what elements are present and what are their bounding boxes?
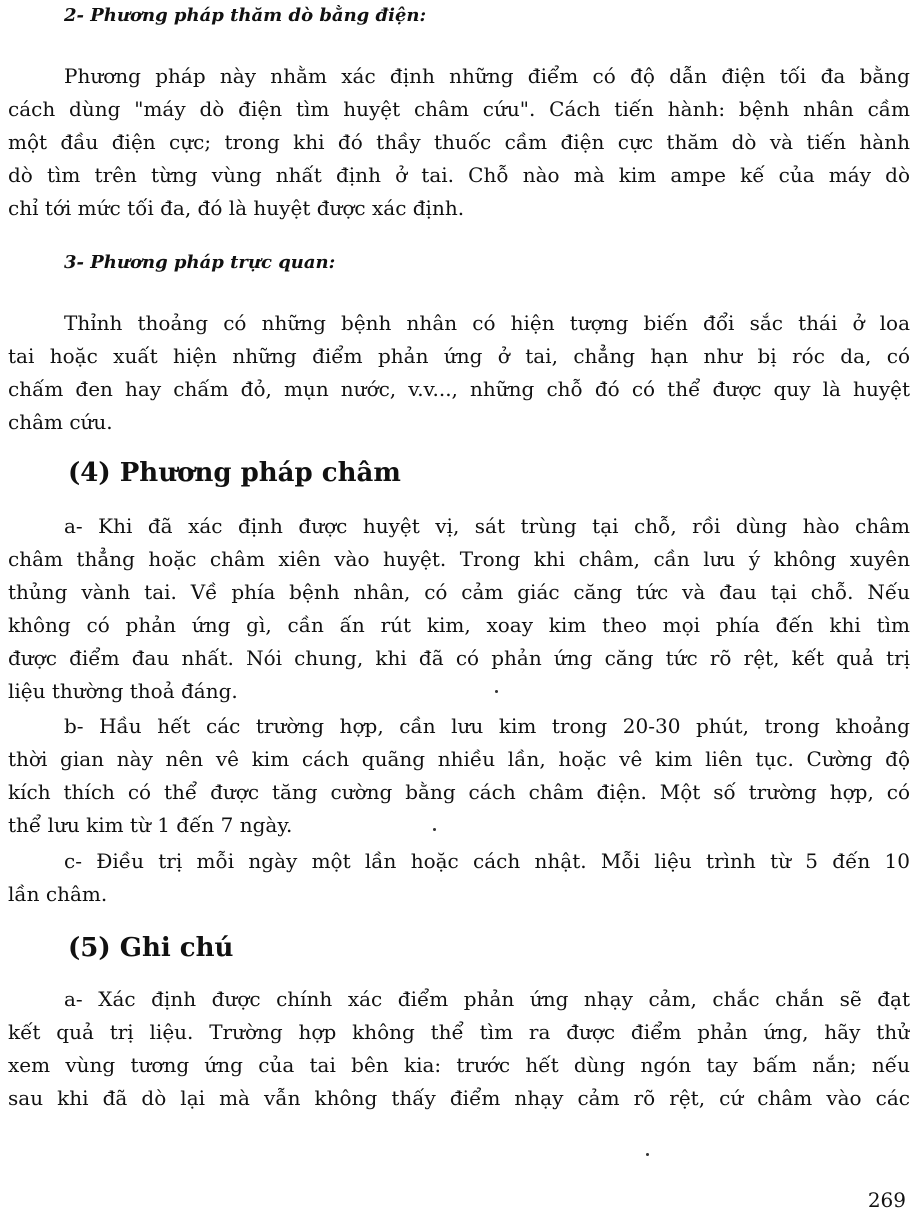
paragraph-line: a- Khi đã xác định được huyệt vị, sát trùng tại chỗ, rồi dùng hào châm	[64, 514, 910, 538]
scan-speck	[495, 690, 498, 693]
scan-speck	[433, 828, 436, 831]
paragraph-line: Phương pháp này nhằm xác định những điểm có độ dẫn điện tối đa bằng	[64, 64, 910, 88]
paragraph-line: tai hoặc xuất hiện những điểm phản ứng ở tai, chẳng hạn như bị róc da, có	[8, 344, 910, 368]
paragraph-line: một đầu điện cực; trong khi đó thầy thuốc cầm điện cực thăm dò và tiến hành	[8, 130, 910, 154]
paragraph-line: thủng vành tai. Về phía bệnh nhân, có cảm giác căng tức và đau tại chỗ. Nếu	[8, 580, 910, 604]
paragraph-line: dò tìm trên từng vùng nhất định ở tai. Chỗ nào mà kim ampe kế của máy dò	[8, 163, 910, 187]
paragraph-line: không có phản ứng gì, cần ấn rút kim, xoay kim theo mọi phía đến khi tìm	[8, 613, 910, 637]
paragraph-line: chấm đen hay chấm đỏ, mụn nước, v.v..., những chỗ đó có thể được quy là huyệt	[8, 377, 910, 401]
paragraph-line: kích thích có thể được tăng cường bằng cách châm điện. Một số trường hợp, có	[8, 780, 910, 804]
scan-speck	[646, 1153, 649, 1156]
paragraph-line: xem vùng tương ứng của tai bên kia: trước hết dùng ngón tay bấm nắn; nếu	[8, 1053, 910, 1077]
paragraph-line: lần châm.	[8, 882, 108, 906]
paragraph-line: liệu thường thoả đáng.	[8, 679, 238, 703]
paragraph-line: sau khi đã dò lại mà vẫn không thấy điểm nhạy cảm rõ rệt, cứ châm vào các	[8, 1086, 910, 1110]
page-number: 269	[867, 1188, 906, 1212]
section-heading-notes: (5) Ghi chú	[68, 933, 234, 963]
paragraph-line: thời gian này nên vê kim cách quãng nhiều lần, hoặc vê kim liên tục. Cường độ	[8, 747, 910, 771]
paragraph-line: cách dùng "máy dò điện tìm huyệt châm cứu". Cách tiến hành: bệnh nhân cầm	[8, 97, 910, 121]
paragraph-line: kết quả trị liệu. Trường hợp không thể tìm ra được điểm phản ứng, hãy thử	[8, 1020, 910, 1044]
paragraph-line: a- Xác định được chính xác điểm phản ứng nhạy cảm, chắc chắn sẽ đạt	[64, 987, 910, 1011]
subheading-electrical-method: 2- Phương pháp thăm dò bằng điện:	[64, 5, 427, 26]
paragraph-line: c- Điều trị mỗi ngày một lần hoặc cách nhật. Mỗi liệu trình từ 5 đến 10	[64, 849, 910, 873]
paragraph-line: b- Hầu hết các trường hợp, cần lưu kim trong 20-30 phút, trong khoảng	[64, 714, 910, 738]
subheading-visual-method: 3- Phương pháp trực quan:	[64, 252, 336, 273]
paragraph-line: châm cứu.	[8, 410, 113, 434]
paragraph-line: chỉ tới mức tối đa, đó là huyệt được xác định.	[8, 196, 465, 220]
paragraph-line: Thỉnh thoảng có những bệnh nhân có hiện tượng biến đổi sắc thái ở loa	[64, 311, 910, 335]
paragraph-line: được điểm đau nhất. Nói chung, khi đã có phản ứng căng tức rõ rệt, kết quả trị	[8, 646, 910, 670]
section-heading-needling: (4) Phương pháp châm	[68, 458, 401, 488]
paragraph-line: châm thẳng hoặc châm xiên vào huyệt. Trong khi châm, cần lưu ý không xuyên	[8, 547, 910, 571]
paragraph-line: thể lưu kim từ 1 đến 7 ngày.	[8, 813, 293, 837]
